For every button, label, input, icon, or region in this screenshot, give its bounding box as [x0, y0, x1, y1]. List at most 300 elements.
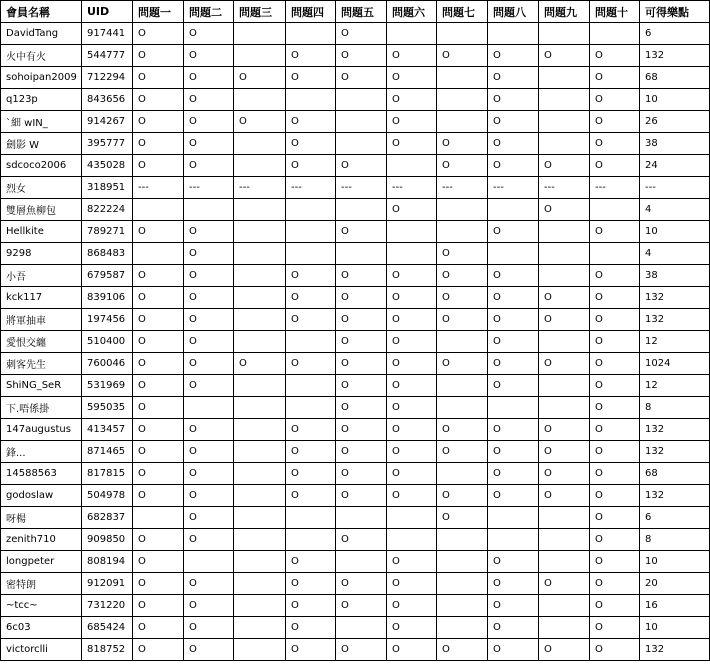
uid-cell: 839106 [82, 287, 133, 309]
points-cell: 38 [640, 265, 710, 287]
points-cell: 10 [640, 617, 710, 639]
answer-cell [234, 419, 286, 441]
answer-cell: O [286, 111, 336, 133]
answer-cell: O [336, 221, 387, 243]
answer-cell: --- [539, 177, 590, 199]
answer-cell: O [590, 221, 640, 243]
answer-cell [234, 463, 286, 485]
answer-cell: O [336, 573, 387, 595]
member-name-cell: 將軍抽車 [1, 309, 82, 331]
answer-cell: O [184, 485, 234, 507]
answer-cell [488, 199, 539, 221]
answer-cell [387, 221, 437, 243]
answer-cell: O [488, 265, 539, 287]
answer-cell: O [590, 419, 640, 441]
answer-cell: O [387, 199, 437, 221]
answer-cell [184, 397, 234, 419]
answer-cell [234, 287, 286, 309]
points-cell: 38 [640, 133, 710, 155]
answer-cell: O [488, 375, 539, 397]
points-cell: --- [640, 177, 710, 199]
points-cell: 132 [640, 287, 710, 309]
table-row [1, 463, 710, 485]
answer-cell: O [590, 155, 640, 177]
answer-cell: O [590, 265, 640, 287]
answer-cell: O [590, 639, 640, 661]
answer-cell: O [133, 529, 184, 551]
table-row [1, 639, 710, 661]
table-row [1, 507, 710, 529]
table-row [1, 89, 710, 111]
table-row [1, 485, 710, 507]
points-cell: 8 [640, 529, 710, 551]
member-name-cell: 劍影 W [1, 133, 82, 155]
answer-cell [234, 309, 286, 331]
answer-cell: O [539, 639, 590, 661]
answer-cell: O [437, 441, 488, 463]
answer-cell [286, 397, 336, 419]
table-row [1, 595, 710, 617]
answer-cell: O [286, 287, 336, 309]
answer-cell [387, 529, 437, 551]
answer-cell [234, 507, 286, 529]
answer-cell [437, 331, 488, 353]
answer-cell [234, 639, 286, 661]
table-row [1, 111, 710, 133]
answer-cell: O [590, 551, 640, 573]
answer-cell: O [336, 353, 387, 375]
answer-cell [539, 243, 590, 265]
answer-cell: --- [286, 177, 336, 199]
answer-cell: O [488, 67, 539, 89]
table-row [1, 199, 710, 221]
answer-cell: O [488, 287, 539, 309]
points-cell: 132 [640, 485, 710, 507]
answer-cell: O [133, 485, 184, 507]
member-name-cell: q123p [1, 89, 82, 111]
points-cell: 6 [640, 23, 710, 45]
answer-cell: O [133, 133, 184, 155]
answer-cell: O [590, 375, 640, 397]
answer-cell: O [133, 573, 184, 595]
answer-cell [234, 89, 286, 111]
member-name-cell: longpeter [1, 551, 82, 573]
answer-cell [488, 397, 539, 419]
answer-cell: O [488, 639, 539, 661]
answer-cell: --- [133, 177, 184, 199]
uid-cell: 318951 [82, 177, 133, 199]
answer-cell [184, 551, 234, 573]
answer-cell [488, 23, 539, 45]
answer-cell: --- [336, 177, 387, 199]
answer-cell: --- [488, 177, 539, 199]
points-cell: 10 [640, 89, 710, 111]
answer-cell: O [286, 419, 336, 441]
answer-cell: O [184, 67, 234, 89]
answer-cell: O [437, 639, 488, 661]
answer-cell: O [184, 243, 234, 265]
answer-cell: O [387, 573, 437, 595]
points-cell: 16 [640, 595, 710, 617]
answer-cell: O [437, 265, 488, 287]
answer-cell: O [133, 639, 184, 661]
answer-cell [437, 595, 488, 617]
points-cell: 8 [640, 397, 710, 419]
table-row [1, 243, 710, 265]
answer-cell: O [336, 23, 387, 45]
table-row [1, 353, 710, 375]
uid-cell: 685424 [82, 617, 133, 639]
answer-cell [488, 243, 539, 265]
answer-cell: O [488, 331, 539, 353]
answer-cell: O [387, 89, 437, 111]
answer-cell [590, 199, 640, 221]
answer-cell: O [488, 353, 539, 375]
uid-cell: 843656 [82, 89, 133, 111]
answer-cell: O [488, 595, 539, 617]
answer-cell: O [286, 265, 336, 287]
table-row [1, 155, 710, 177]
answer-cell: O [184, 265, 234, 287]
answer-cell: O [539, 199, 590, 221]
answer-cell [234, 397, 286, 419]
answer-cell: O [184, 309, 234, 331]
member-name-cell: ~tcc~ [1, 595, 82, 617]
table-row [1, 441, 710, 463]
member-name-cell: godoslaw [1, 485, 82, 507]
answer-cell: O [133, 287, 184, 309]
uid-cell: 868483 [82, 243, 133, 265]
member-name-cell: 雙層魚柳包 [1, 199, 82, 221]
member-name-cell: ShiNG_SeR [1, 375, 82, 397]
answer-cell: O [590, 463, 640, 485]
answer-cell [539, 529, 590, 551]
answer-cell [234, 243, 286, 265]
answer-cell [336, 243, 387, 265]
uid-cell: 789271 [82, 221, 133, 243]
answer-cell: O [387, 353, 437, 375]
answer-cell: O [184, 89, 234, 111]
member-name-cell: 小吾 [1, 265, 82, 287]
answer-cell: O [184, 463, 234, 485]
answer-cell [234, 375, 286, 397]
answer-cell [234, 331, 286, 353]
answer-cell [539, 89, 590, 111]
answer-cell: O [184, 111, 234, 133]
answer-cell [286, 221, 336, 243]
answer-cell: O [387, 639, 437, 661]
table-row [1, 67, 710, 89]
answer-cell: O [286, 309, 336, 331]
answer-cell [387, 23, 437, 45]
answer-cell: O [488, 617, 539, 639]
answer-cell: O [286, 67, 336, 89]
answer-cell [336, 507, 387, 529]
table-row [1, 419, 710, 441]
answer-cell: O [133, 463, 184, 485]
answer-cell: O [539, 309, 590, 331]
answer-cell [539, 23, 590, 45]
answer-cell: O [590, 309, 640, 331]
answer-cell: O [488, 155, 539, 177]
answer-cell: O [184, 287, 234, 309]
answer-cell [336, 199, 387, 221]
points-cell: 24 [640, 155, 710, 177]
uid-cell: 917441 [82, 23, 133, 45]
answer-cell [286, 243, 336, 265]
answer-cell [133, 199, 184, 221]
uid-cell: 712294 [82, 67, 133, 89]
answer-cell [234, 221, 286, 243]
answer-cell [437, 221, 488, 243]
table-row [1, 287, 710, 309]
points-cell: 20 [640, 573, 710, 595]
answer-cell [590, 23, 640, 45]
answer-cell [387, 155, 437, 177]
answer-cell [539, 111, 590, 133]
answer-cell [590, 243, 640, 265]
table-row [1, 133, 710, 155]
answer-cell: O [488, 463, 539, 485]
answer-cell: O [336, 441, 387, 463]
answer-cell: O [133, 331, 184, 353]
answer-cell [437, 375, 488, 397]
member-name-cell: 愛恨交纏 [1, 331, 82, 353]
answer-cell [539, 67, 590, 89]
answer-cell [234, 529, 286, 551]
uid-cell: 871465 [82, 441, 133, 463]
answer-cell [286, 331, 336, 353]
answer-cell: O [590, 45, 640, 67]
answer-cell: O [488, 551, 539, 573]
answer-cell [133, 507, 184, 529]
table-row [1, 177, 710, 199]
column-header: 問題六 [387, 1, 437, 23]
member-name-cell: zenith710 [1, 529, 82, 551]
answer-cell: O [387, 287, 437, 309]
points-cell: 68 [640, 67, 710, 89]
answer-cell [539, 221, 590, 243]
member-name-cell: 14588563 [1, 463, 82, 485]
answer-cell [387, 507, 437, 529]
answer-cell: O [488, 309, 539, 331]
answer-cell: O [488, 89, 539, 111]
member-name-cell: Hellkite [1, 221, 82, 243]
answer-cell [286, 23, 336, 45]
member-name-cell: victorclli [1, 639, 82, 661]
uid-cell: 395777 [82, 133, 133, 155]
answer-cell [437, 463, 488, 485]
answer-cell: O [437, 485, 488, 507]
answer-cell: O [133, 45, 184, 67]
answer-cell [234, 573, 286, 595]
uid-cell: 912091 [82, 573, 133, 595]
uid-cell: 197456 [82, 309, 133, 331]
answer-cell: --- [590, 177, 640, 199]
member-name-cell: 火中有火 [1, 45, 82, 67]
answer-cell: O [539, 573, 590, 595]
answer-cell [539, 375, 590, 397]
answer-cell: O [590, 353, 640, 375]
answer-cell [234, 45, 286, 67]
answer-cell: O [336, 287, 387, 309]
column-header: UID [82, 1, 133, 23]
answer-cell [539, 595, 590, 617]
column-header: 問題五 [336, 1, 387, 23]
table-row [1, 309, 710, 331]
answer-cell: O [488, 419, 539, 441]
answer-cell: O [539, 287, 590, 309]
answer-cell [234, 441, 286, 463]
answer-cell [133, 243, 184, 265]
answer-cell: O [184, 375, 234, 397]
answer-cell [234, 617, 286, 639]
answer-cell: O [286, 551, 336, 573]
answer-cell: O [336, 45, 387, 67]
answer-cell: O [539, 419, 590, 441]
answer-cell: O [234, 67, 286, 89]
answer-cell: O [336, 155, 387, 177]
answer-cell [437, 551, 488, 573]
answer-cell [387, 243, 437, 265]
answer-cell: O [184, 573, 234, 595]
answer-cell: O [133, 353, 184, 375]
answer-cell: O [590, 441, 640, 463]
answer-cell: O [286, 155, 336, 177]
points-cell: 68 [640, 463, 710, 485]
answer-cell: O [590, 529, 640, 551]
answer-cell: O [133, 551, 184, 573]
answer-cell: O [387, 551, 437, 573]
answer-cell: O [184, 507, 234, 529]
column-header: 可得樂點 [640, 1, 710, 23]
answer-cell: O [184, 133, 234, 155]
column-header: 問題一 [133, 1, 184, 23]
answer-cell: O [336, 485, 387, 507]
uid-cell: 504978 [82, 485, 133, 507]
answer-cell: O [286, 595, 336, 617]
member-name-cell: 下.唔係掛 [1, 397, 82, 419]
answer-cell: O [488, 573, 539, 595]
answer-cell: O [336, 529, 387, 551]
answer-cell [286, 507, 336, 529]
answer-cell: O [133, 23, 184, 45]
answer-cell [437, 111, 488, 133]
answer-cell: O [133, 375, 184, 397]
answer-cell: O [184, 221, 234, 243]
answer-cell: O [336, 331, 387, 353]
table-row [1, 265, 710, 287]
answer-cell: O [488, 485, 539, 507]
answer-cell: O [133, 617, 184, 639]
points-cell: 4 [640, 199, 710, 221]
member-name-cell: ˋ細 wIN_ [1, 111, 82, 133]
member-name-cell: kck117 [1, 287, 82, 309]
answer-cell: O [133, 265, 184, 287]
points-cell: 12 [640, 331, 710, 353]
answer-cell: O [539, 353, 590, 375]
answer-cell: O [437, 419, 488, 441]
points-cell: 132 [640, 419, 710, 441]
answer-cell: O [184, 529, 234, 551]
member-name-cell: 6c03 [1, 617, 82, 639]
answer-cell: O [184, 617, 234, 639]
uid-cell: 595035 [82, 397, 133, 419]
answer-cell: O [590, 111, 640, 133]
answer-cell [234, 551, 286, 573]
uid-cell: 531969 [82, 375, 133, 397]
answer-cell [437, 199, 488, 221]
uid-cell: 909850 [82, 529, 133, 551]
uid-cell: 822224 [82, 199, 133, 221]
answer-cell: O [184, 45, 234, 67]
member-name-cell: 烈女 [1, 177, 82, 199]
answer-cell [437, 573, 488, 595]
answer-cell: O [336, 265, 387, 287]
answer-cell: O [590, 397, 640, 419]
answer-cell [286, 89, 336, 111]
answer-cell: O [184, 353, 234, 375]
answer-cell: O [184, 595, 234, 617]
table-row [1, 529, 710, 551]
uid-cell: 808194 [82, 551, 133, 573]
answer-cell: O [387, 111, 437, 133]
points-cell: 6 [640, 507, 710, 529]
uid-cell: 731220 [82, 595, 133, 617]
answer-cell: O [184, 441, 234, 463]
answer-cell: O [488, 221, 539, 243]
table-row [1, 331, 710, 353]
answer-cell [286, 199, 336, 221]
answer-cell [234, 265, 286, 287]
answer-cell [234, 485, 286, 507]
answer-cell: O [437, 309, 488, 331]
table-row [1, 617, 710, 639]
points-cell: 12 [640, 375, 710, 397]
answer-cell: O [234, 353, 286, 375]
table-row [1, 551, 710, 573]
answer-cell: O [488, 45, 539, 67]
uid-cell: 413457 [82, 419, 133, 441]
answer-cell: O [590, 331, 640, 353]
answer-cell: O [437, 45, 488, 67]
answer-cell: O [387, 133, 437, 155]
answer-cell: O [539, 45, 590, 67]
member-name-cell: 刺客先生 [1, 353, 82, 375]
answer-cell: O [387, 67, 437, 89]
answer-cell: O [286, 485, 336, 507]
uid-cell: 914267 [82, 111, 133, 133]
answer-cell: O [590, 617, 640, 639]
answer-cell [539, 397, 590, 419]
column-header: 問題七 [437, 1, 488, 23]
answer-cell: O [539, 463, 590, 485]
answer-cell: O [286, 639, 336, 661]
answer-cell: O [133, 397, 184, 419]
answer-cell: --- [437, 177, 488, 199]
points-cell: 10 [640, 221, 710, 243]
column-header: 問題三 [234, 1, 286, 23]
answer-cell: O [286, 573, 336, 595]
answer-cell: O [539, 155, 590, 177]
answer-cell [336, 89, 387, 111]
answer-cell: --- [184, 177, 234, 199]
answer-cell [437, 617, 488, 639]
points-cell: 132 [640, 441, 710, 463]
answer-cell [286, 375, 336, 397]
member-name-cell: 9298 [1, 243, 82, 265]
answer-cell: O [286, 463, 336, 485]
